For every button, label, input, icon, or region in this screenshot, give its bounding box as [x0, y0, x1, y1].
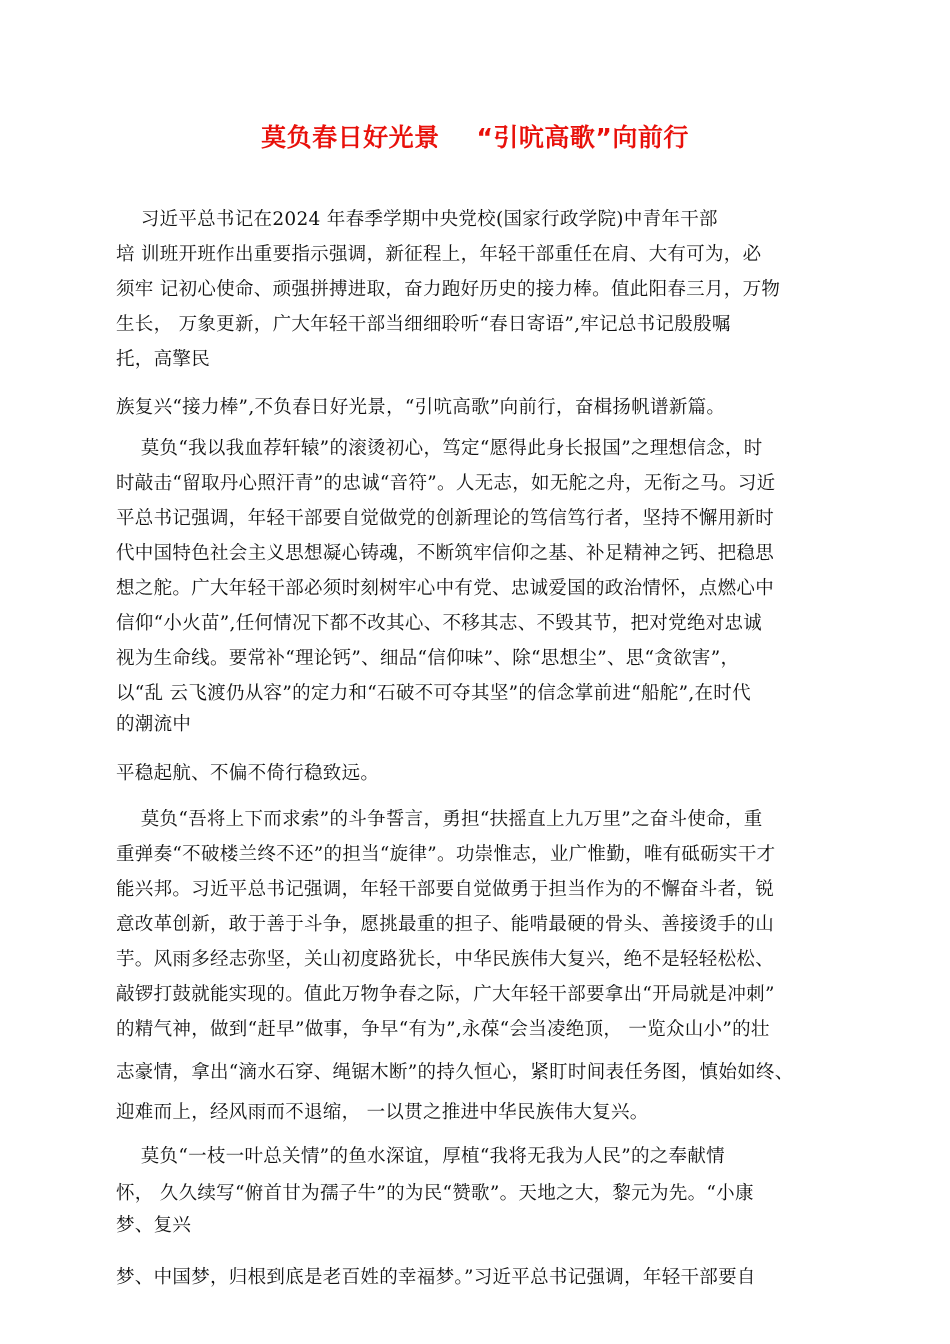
body-line: 的潮流中 [116, 714, 192, 735]
page-title: 莫负春日好光景 “引吭高歌”向前行 [261, 123, 689, 152]
body-line: 意改革创新，敢于善于斗争，愿挑最重的担子、能啃最硬的骨头、善接烫手的山 [116, 914, 775, 935]
body-line: 代中国特色社会主义思想凝心铸魂，不断筑牢信仰之基、补足精神之钙、把稳思 [116, 543, 775, 564]
body-line: 敲锣打鼓就能实现的。值此万物争春之际，广大年轻干部要拿出“开局就是冲刺” [116, 984, 775, 1005]
body-line: 梦、复兴 [116, 1215, 192, 1236]
body-line: 想之舵。广大年轻干部必须时刻树牢心中有党、忠诚爱国的政治情怀，点燃心中 [116, 578, 775, 599]
body-line: 芋。风雨多经志弥坚，关山初度路犹长，中华民族伟大复兴，绝不是轻轻松松、 [116, 949, 775, 970]
body-line: 能兴邦。习近平总书记强调，年轻干部要自觉做勇于担当作为的不懈奋斗者，锐 [116, 879, 775, 900]
body-line: 族复兴“接力棒”,不负春日好光景，“引吭高歌”向前行，奋楫扬帆谱新篇。 [116, 397, 726, 418]
body-line: 的精气神，做到“赶早”做事，争早“有为”,永葆“会当凌绝顶， 一览众山小”的壮 [116, 1019, 770, 1040]
body-line: 怀， 久久续写“俯首甘为孺子牛”的为民“赞歌”。天地之大，黎元为先。“小康 [116, 1183, 754, 1204]
body-line: 时敲击“留取丹心照汗青”的忠诚“音符”。人无志，如无舵之舟，无衔之马。习近 [116, 473, 776, 494]
body-line: 培 训班开班作出重要指示强调，新征程上，年轻干部重任在肩、大有可为，必 [116, 244, 762, 265]
body-line: 以“乱 云飞渡仍从容”的定力和“石破不可夺其坚”的信念掌前进“船舵”,在时代 [116, 683, 751, 704]
body-line: 梦、中国梦，归根到底是老百姓的幸福梦。”习近平总书记强调，年轻干部要自 [116, 1267, 756, 1288]
body-line: 信仰“小火苗”,任何情况下都不改其心、不移其志、不毁其节，把对党绝对忠诚 [116, 613, 763, 634]
body-line: 须牢 记初心使命、顽强拼搏进取，奋力跑好历史的接力棒。值此阳春三月，万物 [116, 279, 781, 300]
body-line: 志豪情，拿出“滴水石穿、绳锯木断”的持久恒心，紧盯时间表任务图，慎始如终、 [116, 1062, 794, 1083]
body-line: 习近平总书记在2024 年春季学期中央党校(国家行政学院)中青年干部 [116, 209, 718, 230]
body-line: 莫负“一枝一叶总关情”的鱼水深谊，厚植“我将无我为人民”的之奉献情 [116, 1146, 725, 1167]
body-line: 迎难而上，经风雨而不退缩， 一以贯之推进中华民族伟大复兴。 [116, 1102, 649, 1123]
body-line: 托，高擎民 [116, 349, 211, 370]
body-line: 视为生命线。要常补“理论钙”、细品“信仰味”、除“思想尘”、思“贪欲害”， [116, 648, 740, 669]
body-line: 平总书记强调，年轻干部要自觉做党的创新理论的笃信笃行者，坚持不懈用新时 [116, 508, 775, 529]
body-line: 莫负“吾将上下而求索”的斗争誓言，勇担“扶摇直上九万里”之奋斗使命，重 [116, 809, 763, 830]
body-line: 生长， 万象更新，广大年轻干部当细细聆听“春日寄语”,牢记总书记殷殷嘱 [116, 314, 731, 335]
body-line: 平稳起航、不偏不倚行稳致远。 [116, 763, 380, 784]
body-line: 重弹奏“不破楼兰终不还”的担当“旋律”。功崇惟志，业广惟勤，唯有砥砺实干才 [116, 844, 776, 865]
body-line: 莫负“我以我血荐轩辕”的滚烫初心，笃定“愿得此身长报国”之理想信念，时 [116, 438, 763, 459]
